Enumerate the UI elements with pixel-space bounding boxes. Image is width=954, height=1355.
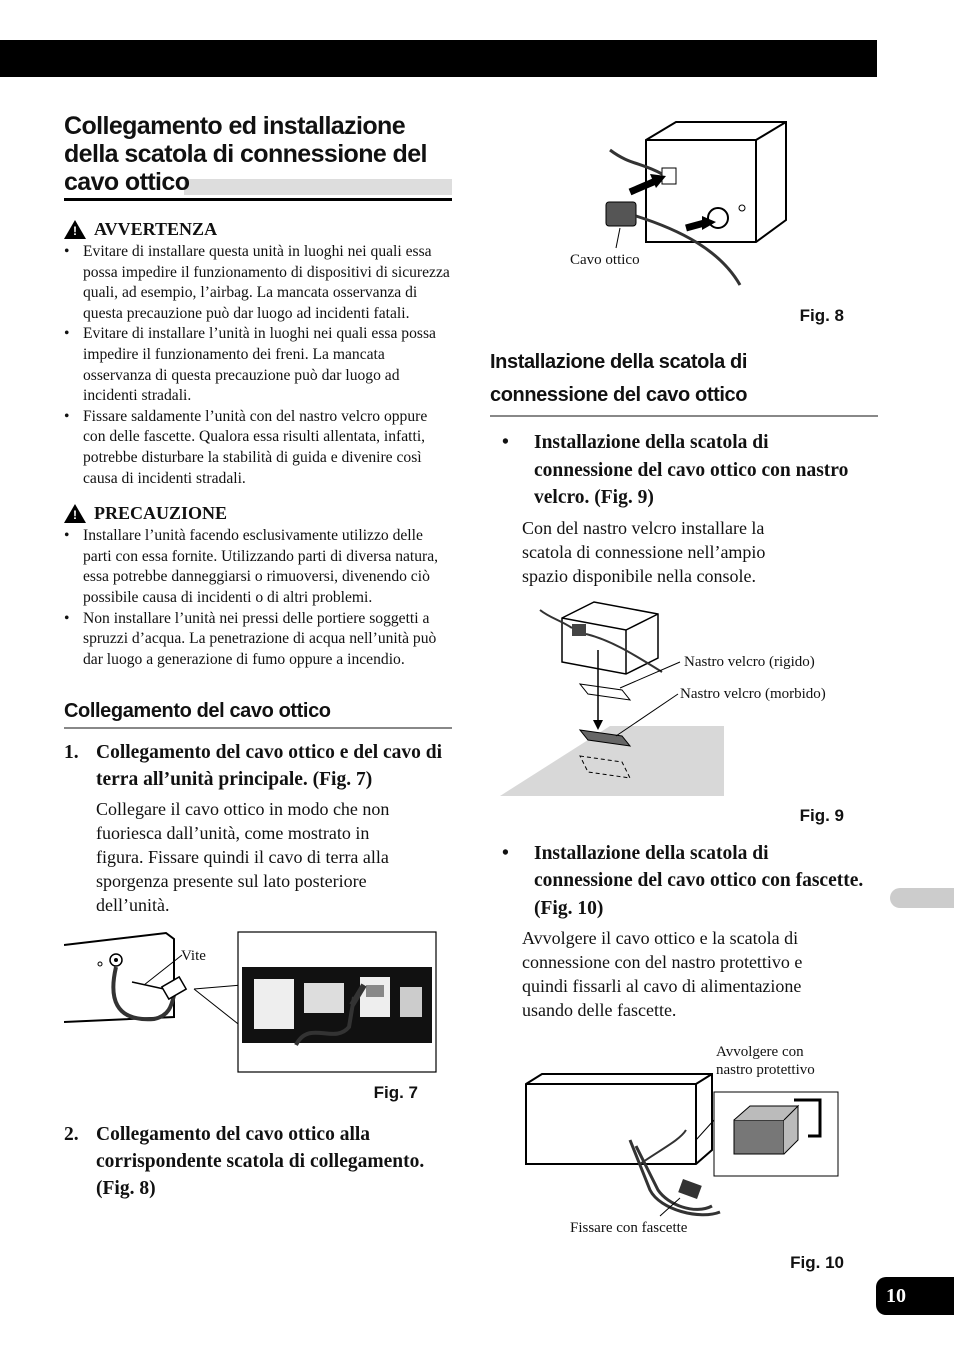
title-line-1: Collegamento ed installazione (64, 112, 405, 140)
left-column (64, 112, 452, 1202)
fig9-caption: Fig. 9 (799, 805, 844, 825)
fig9-label-soft: Nastro velcro (morbido) (680, 685, 826, 702)
figure-8 (490, 110, 878, 300)
bullet-step-2: • Installazione della scatola di connessione del cavo ottico con fascette. (Fig. 10) (490, 840, 878, 923)
title-line-3: cavo ottico (64, 168, 190, 196)
step-1-title: Collegamento del cavo ottico e del cavo di terra all’unità principale. (Fig. 7) (96, 742, 443, 791)
fig10-label-ties: Fissare con fascette (570, 1220, 688, 1236)
fig8-caption: Fig. 8 (799, 306, 844, 325)
bullet-step-1-title: Installazione della scatola di connessione del cavo ottico con nastro velcro. (Fig. 9) (534, 432, 849, 508)
subsection-heading: Collegamento del cavo ottico (64, 698, 452, 729)
warning-icon: ! (64, 220, 86, 239)
step-1: 1. Collegamento del cavo ottico e del cavo di terra all’unità principale. (Fig. 7) (64, 739, 452, 793)
bullet-step-2-text: Avvolgere il cavo ottico e la scatola di connessione con del nastro protettivo e quindi fissarli al cavo di alimentazione usando delle fascette. (522, 928, 803, 1020)
fig10-caption: Fig. 10 (790, 1253, 844, 1272)
page-number: 10 (876, 1277, 954, 1315)
figure-7 (64, 927, 452, 1077)
section-tab (890, 888, 954, 908)
caution-heading: ! PRECAUZIONE (64, 503, 452, 524)
fig7-label-vite: Vite (181, 948, 206, 965)
fig10-label-wrap-2: nastro protettivo (716, 1062, 815, 1078)
bullet-step-2-title: Installazione della scatola di connessione del cavo ottico con fascette. (Fig. 10) (534, 842, 864, 919)
list-item: • Non installare l’unità nei pressi delle portiere soggetti a spruzzi d’acqua. La penetrazione di acqua nell’unità può dar luogo a generazione di fumo oppure a incendio. (64, 609, 452, 671)
step-2: 2. Collegamento del cavo ottico alla corrispondente scatola di collegamento. (Fig. 8) (64, 1121, 452, 1202)
list-item: • Evitare di installare questa unità in luoghi nei quali essa possa impedire il funzionamento di dispositivi di sicurezza quali, ad esempio, l’airbag. La mancata osservanza di questa precauzione può dar luogo ad incidenti fatali. (64, 242, 452, 324)
step-2-title: Collegamento del cavo ottico alla corrispondente scatola di collegamento. (Fig. 8) (96, 1124, 425, 1200)
fig8-label-cavo: Cavo ottico (570, 252, 640, 268)
caution-icon: ! (64, 504, 86, 523)
fig7-caption: Fig. 7 (373, 1083, 418, 1103)
step-1-text: Collegare il cavo ottico in modo che non fuoriesca dall’unità, come mostrato in figura. Fissare quindi il cavo di terra alla sporgenza presente sul lato posteriore dell’unità. (96, 799, 390, 916)
figure-10 (490, 1040, 878, 1255)
title-line-2: della scatola di connessione del (64, 140, 427, 168)
fig9-label-rigid: Nastro velcro (rigido) (684, 653, 815, 670)
header-bar (0, 40, 877, 77)
caution-list (64, 526, 452, 670)
list-item: • Installare l’unità facendo esclusivamente utilizzo delle parti con essa fornite. Utilizzando parti di diversa natura, essa potrebbe danneggiarsi o rimuoversi, divenendo ciò possibile causa di incidenti o di altri problemi. (64, 526, 452, 608)
list-item: • Fissare saldamente l’unità con del nastro velcro oppure con delle fascette. Qualora essa risulti allentata, infatti, potrebbe disturbare la stabilità di guida e divenire così causa di incidenti stradali. (64, 407, 452, 489)
figure-9 (490, 600, 878, 800)
warning-heading: ! AVVERTENZA (64, 219, 452, 240)
right-column (490, 110, 878, 1273)
fig10-label-wrap-1: Avvolgere con (716, 1044, 804, 1060)
bullet-step-1-text: Con del nastro velcro installare la scatola di connessione nell’ampio spazio disponibile nella console. (522, 517, 766, 586)
subsection-heading: Installazione della scatola di connessione del cavo ottico (490, 346, 878, 417)
section-title (64, 112, 452, 201)
bullet-step-1: • Installazione della scatola di connessione del cavo ottico con nastro velcro. (Fig. 9) (490, 429, 878, 512)
list-item: • Evitare di installare l’unità in luoghi nei quali essa possa impedire il funzionamento dei freni. La mancata osservanza di questa precauzione può dar luogo ad incidenti stradali. (64, 324, 452, 406)
warning-list (64, 242, 452, 489)
